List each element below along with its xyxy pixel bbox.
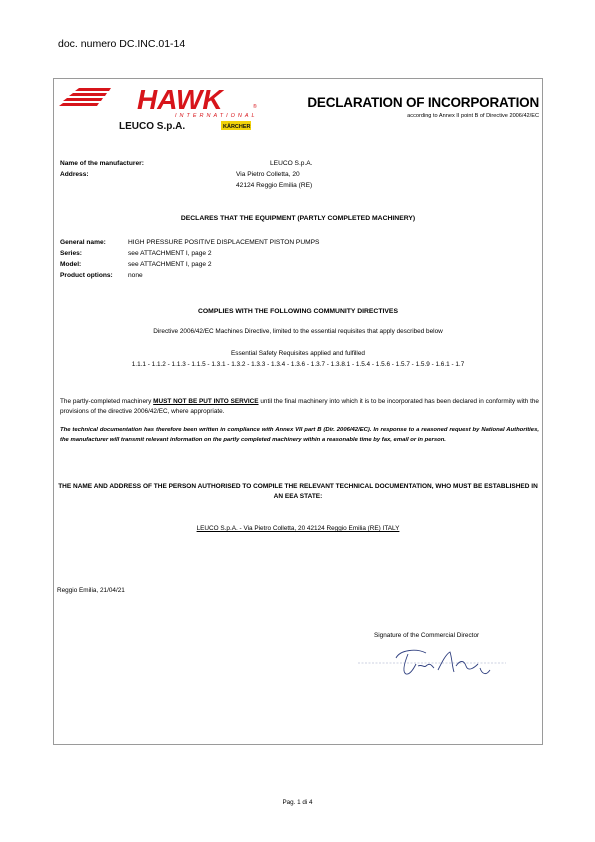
manufacturer-name-label: Name of the manufacturer: <box>60 160 144 167</box>
complies-heading: COMPLIES WITH THE FOLLOWING COMMUNITY DIRECTIVES <box>197 308 398 315</box>
authorised-address: LEUCO S.p.A. - Via Pietro Colletta, 20 42124 Reggio Emilia (RE) ITALY <box>196 525 400 532</box>
hawk-logo-graphic <box>57 82 257 132</box>
page-subtitle: according to Annex II point B of Directive 2006/42/EC <box>407 113 539 119</box>
product-options-value: none <box>128 272 143 279</box>
model-value: see ATTACHMENT I, page 2 <box>128 261 212 268</box>
product-options-label: Product options: <box>60 272 113 279</box>
authorised-person-heading: THE NAME AND ADDRESS OF THE PERSON AUTHORISED TO COMPILE THE RELEVANT TECHNICAL DOCUMENTATION, WHO MUST BE ESTABLISHED IN AN EEA STATE: <box>58 483 538 500</box>
brand-name: HAWK <box>137 84 223 115</box>
series-label: Series: <box>60 250 82 257</box>
company-name: LEUCO S.p.A. <box>119 121 186 132</box>
company-logo <box>57 82 257 132</box>
svg-text:®: ® <box>253 104 257 110</box>
address-line-1: Via Pietro Colletta, 20 <box>236 171 300 178</box>
not-into-service-paragraph: The partly-completed machinery MUST NOT BE PUT INTO SERVICE until the final machinery into which it is to be incorporated has been declared in conformity with the provisions of the directive 2006/42/EC, where appropriate. <box>60 398 539 415</box>
technical-documentation-paragraph: The technical documentation has therefore been written in compliance with Annex VII part B (Dir. 2006/42/EC). In response to a reasoned request by National Authorities, the manufacturer will transmit relevant information on the partly completed machinery within a reasonable time by fax, email or in person. <box>60 427 539 443</box>
not-into-service-emphasis: MUST NOT BE PUT INTO SERVICE <box>153 398 259 405</box>
general-name-value: HIGH PRESSURE POSITIVE DISPLACEMENT PISTON PUMPS <box>128 239 320 246</box>
declares-heading: DECLARES THAT THE EQUIPMENT (PARTLY COMPLETED MACHINERY) <box>180 215 416 222</box>
signature <box>356 644 516 680</box>
series-value: see ATTACHMENT I, page 2 <box>128 250 212 257</box>
document-number: doc. numero DC.INC.01-14 <box>58 38 186 50</box>
page-title: DECLARATION OF INCORPORATION <box>307 95 539 110</box>
page-number: Pag. 1 di 4 <box>282 799 313 806</box>
model-label: Model: <box>60 261 82 268</box>
signature-label: Signature of the Commercial Director <box>374 632 480 639</box>
brand-sub: INTERNATIONAL <box>175 113 257 119</box>
address-line-2: 42124 Reggio Emilia (RE) <box>236 182 313 189</box>
general-name-label: General name: <box>60 239 106 246</box>
karcher-badge: KÄRCHER <box>223 124 251 130</box>
directive-text: Directive 2006/42/EC Machines Directive, limited to the essential requisites that apply described below <box>153 328 443 335</box>
requisites-list: 1.1.1 - 1.1.2 - 1.1.3 - 1.1.5 - 1.3.1 - 1.3.2 - 1.3.3 - 1.3.4 - 1.3.6 - 1.3.7 - 1.3.8.1 - 1.5.4 - 1.5.6 - 1.5.7 - 1.5.9 - 1.6.1 - 1.7 <box>131 361 465 368</box>
address-label: Address: <box>60 171 89 178</box>
essential-requisites-heading: Essential Safety Requisites applied and fulfilled <box>231 350 365 357</box>
place-date: Reggio Emilia, 21/04/21 <box>57 587 125 594</box>
manufacturer-name-value: LEUCO S.p.A. <box>270 160 313 167</box>
